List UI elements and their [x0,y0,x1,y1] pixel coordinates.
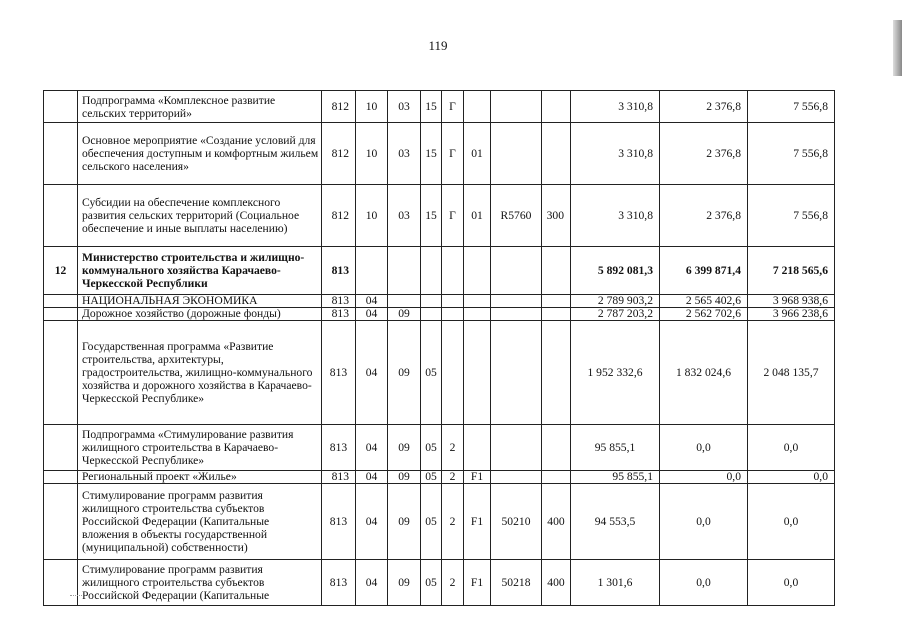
amount-year3-cell: 0,0 [748,484,835,560]
subsection-code-cell [388,295,421,308]
subprogram-code-cell [442,321,464,425]
program-code-cell: 15 [421,185,442,247]
section-code-cell [356,247,388,295]
program-code-cell [421,308,442,321]
subprogram-code-cell [442,308,464,321]
row-name-cell: НАЦИОНАЛЬНАЯ ЭКОНОМИКА [78,295,322,308]
event-code-cell: F1 [464,560,491,606]
direction-code-cell [491,295,542,308]
ministry-code-cell: 813 [322,308,356,321]
amount-year3-cell: 0,0 [748,560,835,606]
amount-year2-cell: 0,0 [660,484,748,560]
event-code-cell [464,295,491,308]
section-code-cell: 04 [356,425,388,471]
event-code-cell [464,308,491,321]
section-code-cell: 10 [356,185,388,247]
amount-year1-cell: 95 855,1 [571,471,660,484]
direction-code-cell [491,308,542,321]
row-name-cell: Подпрограмма «Комплексное развитие сельских территорий» [78,91,322,123]
ministry-code-cell: 813 [322,295,356,308]
amount-year2-cell: 6 399 871,4 [660,247,748,295]
expense-type-cell [542,295,571,308]
scan-mark [70,595,82,600]
section-code-cell: 04 [356,308,388,321]
amount-year3-cell: 2 048 135,7 [748,321,835,425]
expense-type-cell [542,425,571,471]
expense-type-cell: 400 [542,560,571,606]
subsection-code-cell: 09 [388,471,421,484]
row-number-cell [44,425,78,471]
row-name-cell: Дорожное хозяйство (дорожные фонды) [78,308,322,321]
scan-edge [893,20,902,76]
row-name-cell: Подпрограмма «Стимулирование развития жилищного строительства в Карачаево-Черкесской Республике» [78,425,322,471]
amount-year2-cell: 2 562 702,6 [660,308,748,321]
event-code-cell: F1 [464,471,491,484]
program-code-cell: 05 [421,471,442,484]
subprogram-code-cell: 2 [442,471,464,484]
ministry-code-cell: 813 [322,560,356,606]
table-row [44,308,835,321]
event-code-cell [464,247,491,295]
program-code-cell: 05 [421,321,442,425]
amount-year2-cell: 2 376,8 [660,185,748,247]
program-code-cell: 15 [421,123,442,185]
ministry-code-cell: 812 [322,123,356,185]
table-row [44,425,835,471]
expense-type-cell [542,247,571,295]
direction-code-cell: R5760 [491,185,542,247]
table-row [44,123,835,185]
expense-type-cell [542,91,571,123]
expense-type-cell [542,471,571,484]
direction-code-cell [491,471,542,484]
budget-table [43,90,835,606]
amount-year1-cell: 1 952 332,6 [571,321,660,425]
expense-type-cell [542,308,571,321]
section-code-cell: 04 [356,471,388,484]
ministry-code-cell: 813 [322,484,356,560]
amount-year2-cell: 0,0 [660,471,748,484]
row-name-cell: Субсидии на обеспечение комплексного развития сельских территорий (Социальное обеспечение и иные выплаты населению) [78,185,322,247]
amount-year1-cell: 3 310,8 [571,123,660,185]
amount-year3-cell: 7 556,8 [748,91,835,123]
program-code-cell: 05 [421,425,442,471]
amount-year1-cell: 3 310,8 [571,91,660,123]
subsection-code-cell: 09 [388,425,421,471]
amount-year3-cell: 3 966 238,6 [748,308,835,321]
expense-type-cell [542,321,571,425]
row-number-cell [44,321,78,425]
amount-year3-cell: 0,0 [748,471,835,484]
section-code-cell: 10 [356,123,388,185]
table-row [44,185,835,247]
ministry-code-cell: 813 [322,425,356,471]
amount-year2-cell: 0,0 [660,560,748,606]
program-code-cell: 05 [421,560,442,606]
table-row [44,91,835,123]
row-number-cell [44,123,78,185]
row-number-cell [44,295,78,308]
row-number-cell: 12 [44,247,78,295]
amount-year2-cell: 0,0 [660,425,748,471]
page-number: 119 [428,38,448,53]
amount-year2-cell: 2 376,8 [660,91,748,123]
subsection-code-cell: 09 [388,321,421,425]
row-number-cell [44,484,78,560]
subprogram-code-cell: 2 [442,484,464,560]
direction-code-cell [491,91,542,123]
subsection-code-cell [388,247,421,295]
direction-code-cell [491,247,542,295]
ministry-code-cell: 813 [322,471,356,484]
amount-year3-cell: 7 556,8 [748,123,835,185]
row-number-cell [44,308,78,321]
subsection-code-cell: 03 [388,185,421,247]
direction-code-cell: 50210 [491,484,542,560]
amount-year2-cell: 2 565 402,6 [660,295,748,308]
row-number-cell [44,471,78,484]
amount-year2-cell: 2 376,8 [660,123,748,185]
amount-year3-cell: 0,0 [748,425,835,471]
amount-year1-cell: 95 855,1 [571,425,660,471]
amount-year1-cell: 5 892 081,3 [571,247,660,295]
subsection-code-cell: 09 [388,484,421,560]
subsection-code-cell: 03 [388,123,421,185]
table-row [44,321,835,425]
row-name-cell: Региональный проект «Жилье» [78,471,322,484]
program-code-cell: 15 [421,91,442,123]
program-code-cell [421,247,442,295]
section-code-cell: 04 [356,484,388,560]
section-code-cell: 04 [356,321,388,425]
ministry-code-cell: 813 [322,321,356,425]
row-name-cell: Стимулирование программ развития жилищного строительства субъектов Российской Федерации (Капитальные [78,560,322,606]
subsection-code-cell: 09 [388,560,421,606]
subprogram-code-cell [442,295,464,308]
event-code-cell [464,425,491,471]
amount-year3-cell: 7 218 565,6 [748,247,835,295]
event-code-cell [464,91,491,123]
expense-type-cell [542,123,571,185]
section-code-cell: 10 [356,91,388,123]
subprogram-code-cell: Г [442,91,464,123]
section-code-cell: 04 [356,560,388,606]
subprogram-code-cell: 2 [442,560,464,606]
direction-code-cell [491,321,542,425]
amount-year1-cell: 1 301,6 [571,560,660,606]
subsection-code-cell: 03 [388,91,421,123]
row-number-cell [44,185,78,247]
row-name-cell: Министерство строительства и жилищно-коммунального хозяйства Карачаево-Черкесской Республики [78,247,322,295]
row-number-cell [44,91,78,123]
table-row [44,295,835,308]
subprogram-code-cell: Г [442,123,464,185]
expense-type-cell: 300 [542,185,571,247]
subprogram-code-cell: 2 [442,425,464,471]
subprogram-code-cell [442,247,464,295]
amount-year3-cell: 3 968 938,6 [748,295,835,308]
amount-year3-cell: 7 556,8 [748,185,835,247]
direction-code-cell [491,425,542,471]
expense-type-cell: 400 [542,484,571,560]
amount-year2-cell: 1 832 024,6 [660,321,748,425]
amount-year1-cell: 94 553,5 [571,484,660,560]
program-code-cell: 05 [421,484,442,560]
table-row [44,560,835,606]
row-name-cell: Государственная программа «Развитие строительства, архитектуры, градостроительства, жилищно-коммунального хозяйства и дорожного хозяйства в Карачаево-Черкесской Республике» [78,321,322,425]
amount-year1-cell: 2 789 903,2 [571,295,660,308]
table-body [44,91,835,606]
subprogram-code-cell: Г [442,185,464,247]
event-code-cell [464,321,491,425]
row-name-cell: Основное мероприятие «Создание условий для обеспечения доступным и комфортным жильем сельского населения» [78,123,322,185]
program-code-cell [421,295,442,308]
amount-year1-cell: 2 787 203,2 [571,308,660,321]
section-code-cell: 04 [356,295,388,308]
table-row [44,484,835,560]
row-name-cell: Стимулирование программ развития жилищного строительства субъектов Российской Федерации (Капитальные вложения в объекты государственной (муниципальной) собственности) [78,484,322,560]
direction-code-cell [491,123,542,185]
event-code-cell: 01 [464,123,491,185]
ministry-code-cell: 812 [322,185,356,247]
amount-year1-cell: 3 310,8 [571,185,660,247]
event-code-cell: F1 [464,484,491,560]
ministry-code-cell: 813 [322,247,356,295]
direction-code-cell: 50218 [491,560,542,606]
subsection-code-cell: 09 [388,308,421,321]
table-row [44,471,835,484]
event-code-cell: 01 [464,185,491,247]
ministry-code-cell: 812 [322,91,356,123]
table-row [44,247,835,295]
